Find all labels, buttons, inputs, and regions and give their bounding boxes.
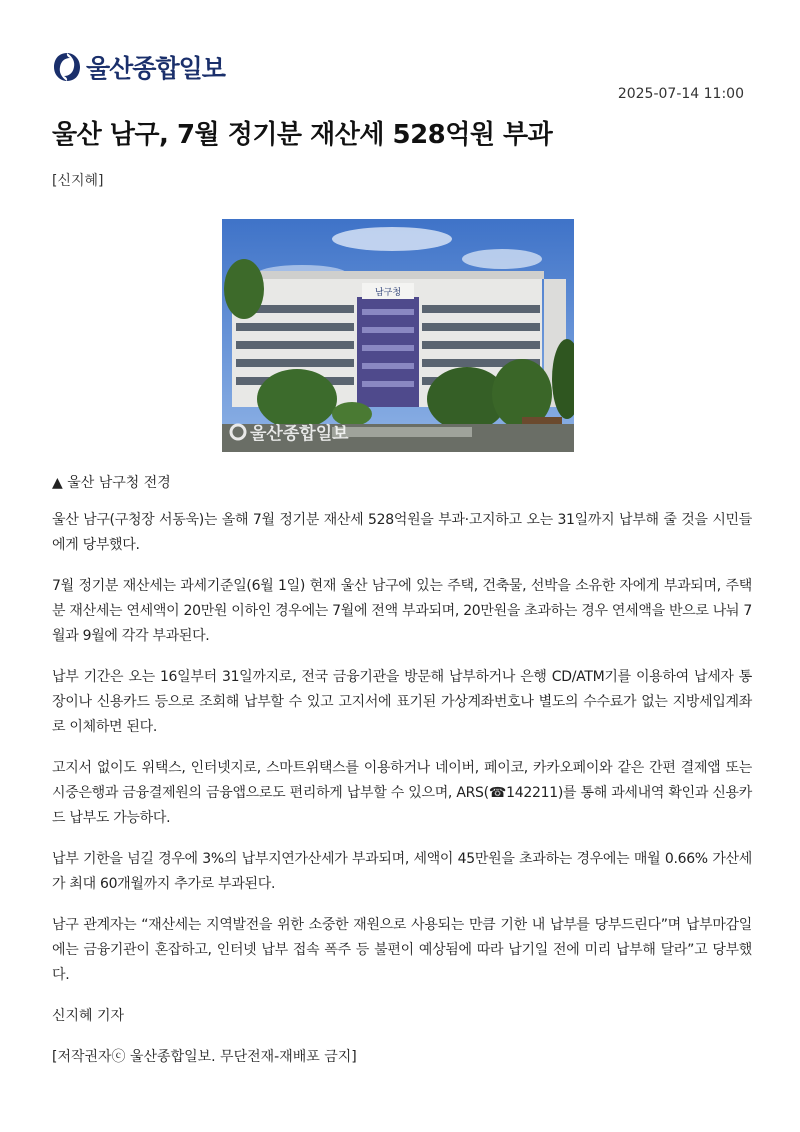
article-photo bbox=[222, 219, 574, 452]
article-title: 울산 남구, 7월 정기분 재산세 528억원 부과 bbox=[52, 120, 553, 150]
logo-text: 울산종합일보 bbox=[86, 54, 225, 83]
copyright-notice: [저작권자ⓒ 울산종합일보. 무단전재-재배포 금지] bbox=[52, 1049, 357, 1065]
photo-caption: ▲ 울산 남구청 전경 bbox=[52, 475, 171, 491]
watermark-text: 울산종합일보 bbox=[250, 424, 349, 444]
article-paragraph: 납부 기간은 오는 16일부터 31일까지로, 전국 금융기관을 방문해 납부하거나 은행 CD/ATM기를 이용하여 납세자 통장이나 신용카드 등으로 조회해 납부할 수 있고 고지서에 표기된 가상계좌번호나 별도의 수수료가 없는 지방세입계좌로 이체하면 된다. bbox=[52, 669, 752, 735]
article-paragraph: 7월 정기분 재산세는 과세기준일(6월 1일) 현재 울산 남구에 있는 주택, 건축물, 선박을 소유한 자에게 부과되며, 주택분 재산세는 연세액이 20만원 이하인 경우에는 7월에 전액 부과되며, 20만원을 초과하는 경우 연세액을 반으로 나눠 7월과 9월에 각각 부과된다. bbox=[52, 578, 752, 644]
article-author: [신지혜] bbox=[52, 173, 104, 189]
swirl-logo-icon bbox=[52, 50, 82, 84]
article-paragraph: 고지서 없이도 위택스, 인터넷지로, 스마트위택스를 이용하거나 네이버, 페이코, 카카오페이와 같은 간편 결제앱 또는 시중은행과 금융결제원의 금융앱으로도 편리하게 납부할 수 있으며, ARS(☎142211)를 통해 과세내역 확인과 신용카드 납부도 가능하다. bbox=[52, 760, 752, 826]
building-sign: 남구청 bbox=[374, 288, 402, 298]
site-logo[interactable] bbox=[52, 50, 225, 84]
publish-date: 2025-07-14 11:00 bbox=[617, 86, 744, 102]
article-paragraph: 울산 남구(구청장 서동욱)는 올해 7월 정기분 재산세 528억원을 부과·고지하고 오는 31일까지 납부해 줄 것을 시민들에게 당부했다. bbox=[52, 512, 752, 553]
article-paragraph: 납부 기한을 넘길 경우에 3%의 납부지연가산세가 부과되며, 세액이 45만원을 초과하는 경우에는 매월 0.66% 가산세가 최대 60개월까지 추가로 부과된다. bbox=[52, 851, 752, 892]
article-paragraph: 남구 관계자는 “재산세는 지역발전을 위한 소중한 재원으로 사용되는 만큼 기한 내 납부를 당부드린다”며 납부마감일에는 금융기관이 혼잡하고, 인터넷 납부 접속 폭주 등 불편이 예상됨에 따라 납기일 전에 미리 납부해 달라”고 당부했다. bbox=[52, 917, 752, 983]
article-body bbox=[52, 508, 752, 1070]
reporter-byline: 신지혜 기자 bbox=[52, 1008, 125, 1024]
